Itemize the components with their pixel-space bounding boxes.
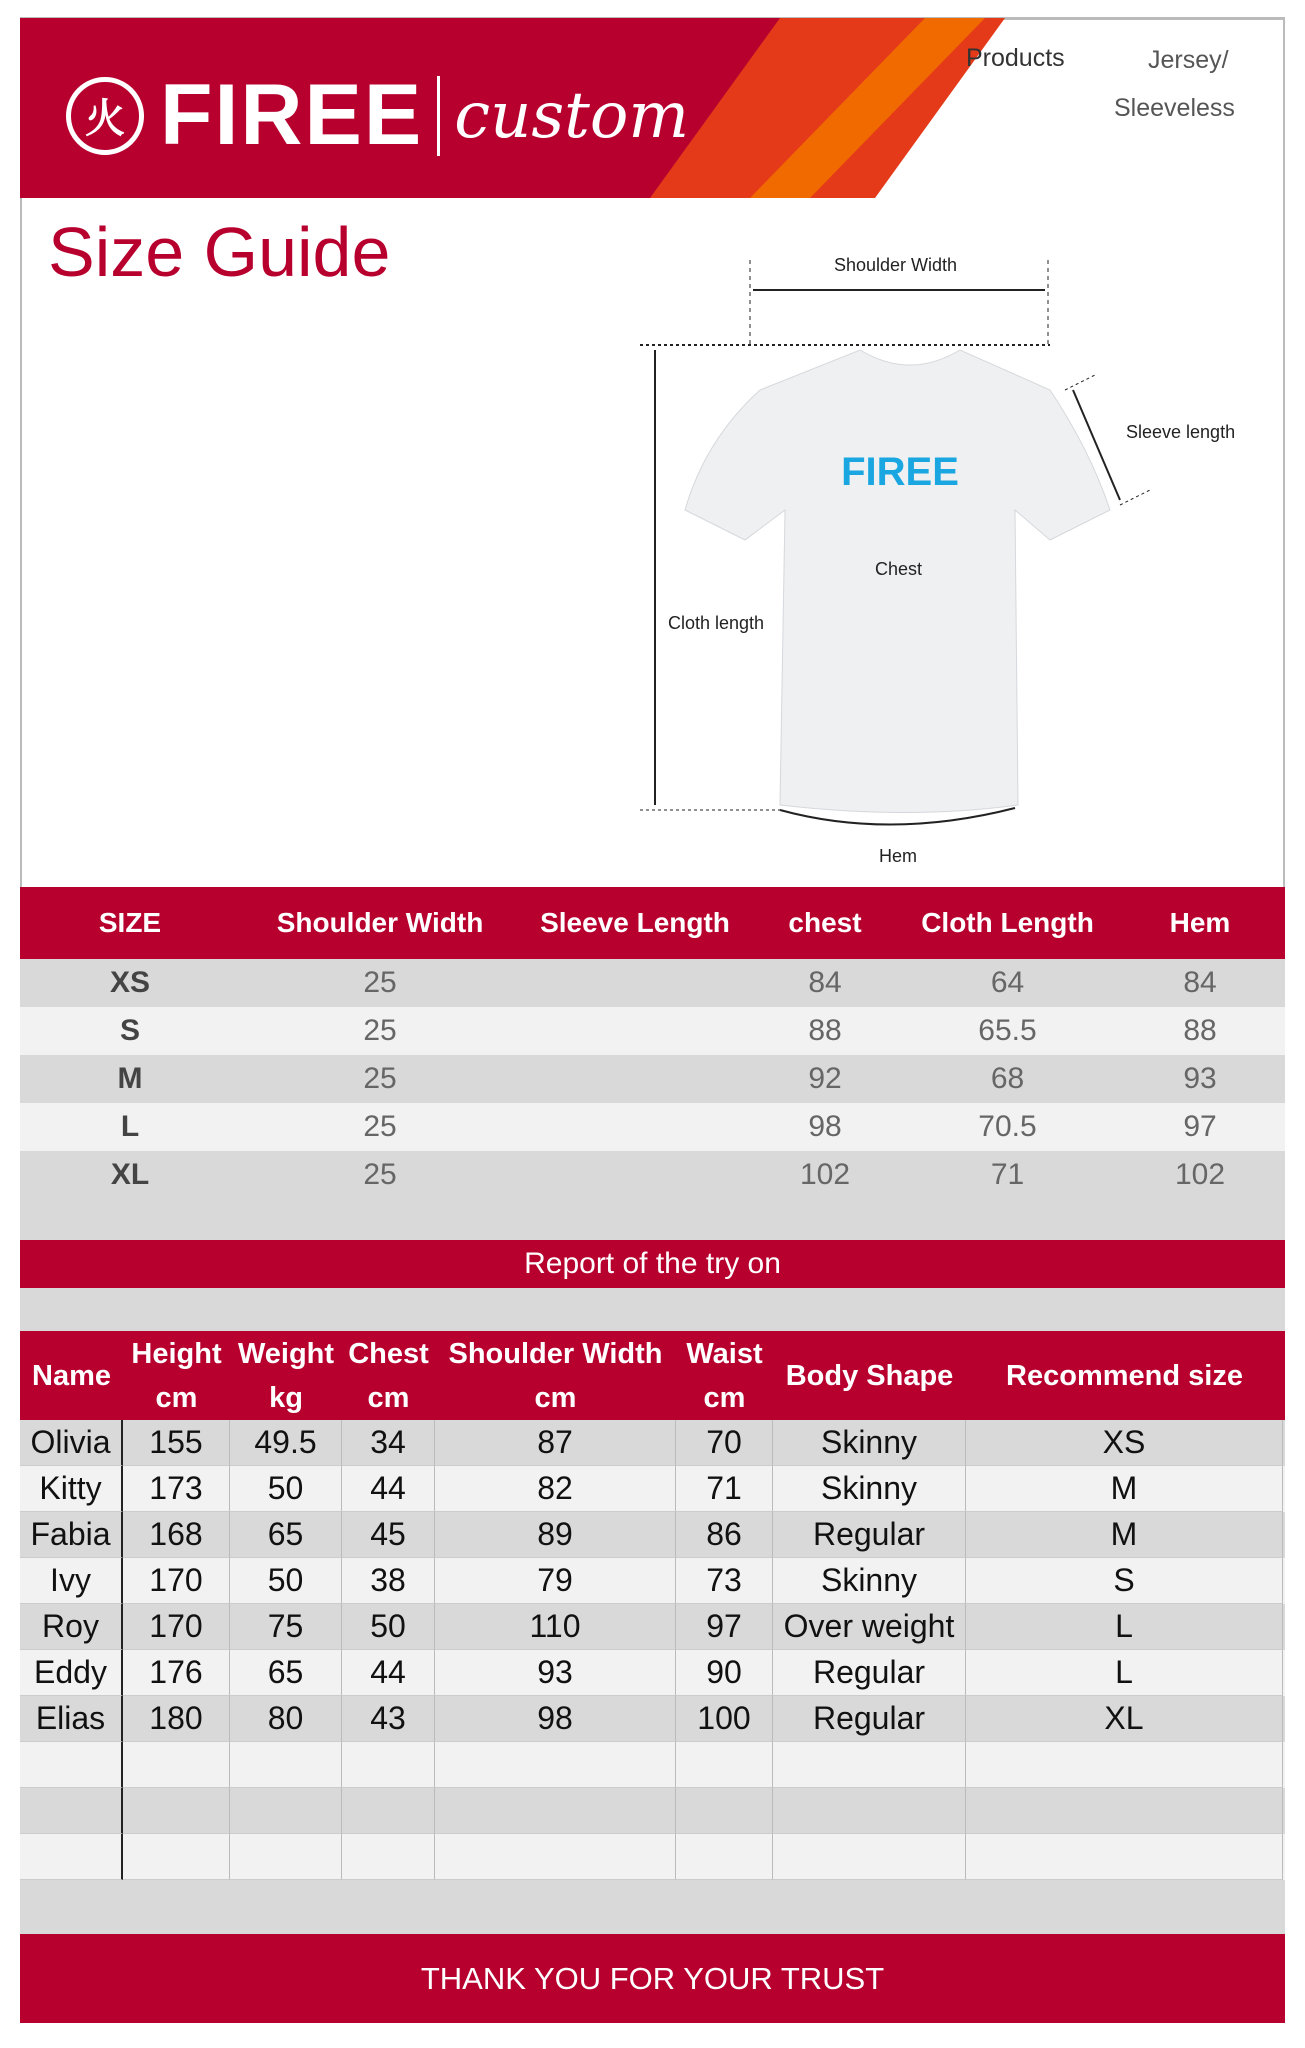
shirt-print: FIREE	[841, 450, 959, 494]
tryon-cell: Olivia	[20, 1420, 123, 1466]
tryon-row	[20, 1558, 1285, 1604]
size-row	[20, 1103, 1285, 1151]
size-cell: 25	[363, 1062, 397, 1095]
tryon-cell: 155	[123, 1420, 230, 1466]
size-table	[20, 887, 1285, 1199]
tryon-cell: 34	[342, 1420, 435, 1466]
tryon-cell: 168	[123, 1512, 230, 1558]
nav-products[interactable]: Products	[966, 44, 1065, 72]
tryon-cell: XL	[966, 1696, 1283, 1742]
size-row	[20, 1055, 1285, 1103]
tryon-cell: 44	[342, 1650, 435, 1696]
tryon-cell	[435, 1788, 676, 1834]
size-col-header: Hem	[1169, 907, 1231, 938]
tryon-cell	[773, 1788, 966, 1834]
size-cell: 25	[363, 1110, 397, 1143]
header-label: Name	[32, 1359, 111, 1392]
header-unit: cm	[367, 1381, 410, 1414]
tryon-cell	[20, 1742, 123, 1788]
tryon-cell: 80	[230, 1696, 342, 1742]
tryon-row	[20, 1788, 1285, 1834]
tryon-cell: XS	[966, 1420, 1283, 1466]
tryon-cell: Regular	[773, 1512, 966, 1558]
label-chest: Chest	[875, 559, 923, 579]
tryon-cell	[123, 1742, 230, 1788]
tryon-cell	[20, 1834, 123, 1880]
tryon-cell: 93	[435, 1650, 676, 1696]
tryon-cell: Skinny	[773, 1420, 966, 1466]
size-cell: 25	[363, 1158, 397, 1191]
size-cell: 70.5	[978, 1110, 1037, 1143]
tryon-row	[20, 1834, 1285, 1880]
tryon-col-header	[20, 1331, 123, 1420]
label-shoulder-width: Shoulder Width	[834, 255, 958, 275]
tryon-cell: 44	[342, 1466, 435, 1512]
tryon-cell: 43	[342, 1696, 435, 1742]
tryon-cell: Kitty	[20, 1466, 123, 1512]
tryon-col-header	[966, 1331, 1283, 1420]
tryon-cell: Skinny	[773, 1558, 966, 1604]
tryon-cell	[342, 1742, 435, 1788]
tryon-col-header	[435, 1331, 676, 1420]
tryon-cell: 170	[123, 1558, 230, 1604]
brand-script: custom	[454, 78, 690, 153]
tryon-cell	[676, 1742, 773, 1788]
size-cell: 102	[799, 1158, 851, 1191]
tryon-cell	[966, 1834, 1283, 1880]
tryon-cell: 75	[230, 1604, 342, 1650]
tryon-cell: 70	[676, 1420, 773, 1466]
tryon-cell	[966, 1788, 1283, 1834]
footer-banner: THANK YOU FOR YOUR TRUST	[20, 1934, 1285, 2023]
tryon-row	[20, 1696, 1285, 1742]
size-cell: 68	[990, 1062, 1025, 1095]
size-table-header	[20, 887, 1285, 959]
size-cell: S	[119, 1014, 140, 1047]
tryon-cell: M	[966, 1466, 1283, 1512]
tryon-cell	[342, 1834, 435, 1880]
size-cell: 65.5	[978, 1014, 1037, 1047]
tryon-col-header	[676, 1331, 773, 1420]
size-cell: XL	[110, 1158, 150, 1191]
tryon-cell: 90	[676, 1650, 773, 1696]
size-row	[20, 1151, 1285, 1199]
brand-name: FIREE	[160, 67, 424, 163]
header-label: Chest	[348, 1337, 429, 1370]
tryon-cell	[230, 1788, 342, 1834]
size-cell: 102	[1174, 1158, 1226, 1191]
tryon-row	[20, 1650, 1285, 1696]
header-label: Body Shape	[785, 1359, 954, 1392]
tryon-cell	[773, 1742, 966, 1788]
tryon-cell: 180	[123, 1696, 230, 1742]
tryon-cell: 38	[342, 1558, 435, 1604]
tryon-cell: 73	[676, 1558, 773, 1604]
page-title: Size Guide	[48, 213, 391, 291]
tryon-cell: Regular	[773, 1696, 966, 1742]
tryon-cell	[966, 1742, 1283, 1788]
tryon-cell: 170	[123, 1604, 230, 1650]
size-cell: L	[120, 1110, 140, 1143]
tryon-cell	[230, 1742, 342, 1788]
tryon-cell: Regular	[773, 1650, 966, 1696]
header-label: Recommend size	[1006, 1359, 1243, 1392]
tryon-col-header	[773, 1331, 966, 1420]
tryon-cell: 49.5	[230, 1420, 342, 1466]
size-cell: 84	[1183, 966, 1217, 999]
tryon-cell: Fabia	[20, 1512, 123, 1558]
tryon-cell: 50	[230, 1558, 342, 1604]
tryon-table-header	[20, 1331, 1285, 1420]
tryon-cell: Skinny	[773, 1466, 966, 1512]
size-cell: 88	[1183, 1014, 1217, 1047]
tryon-cell: 110	[435, 1604, 676, 1650]
size-cell: 93	[1183, 1062, 1217, 1095]
tryon-col-header	[230, 1331, 342, 1420]
tryon-cell: 98	[435, 1696, 676, 1742]
size-col-header: Sleeve Length	[540, 907, 730, 938]
report-title: Report of the try on	[20, 1240, 1285, 1288]
tryon-cell	[435, 1834, 676, 1880]
tryon-cell: 71	[676, 1466, 773, 1512]
tryon-cell: 100	[676, 1696, 773, 1742]
tryon-cell: Over weight	[773, 1604, 966, 1650]
size-col-header: Shoulder Width	[276, 907, 484, 938]
size-cell: 88	[808, 1014, 842, 1047]
tryon-cell: Eddy	[20, 1650, 123, 1696]
size-cell: 25	[363, 966, 397, 999]
tryon-cell	[676, 1788, 773, 1834]
tryon-cell: 50	[342, 1604, 435, 1650]
size-cell: 25	[363, 1014, 397, 1047]
header-unit: cm	[155, 1381, 198, 1414]
tryon-cell: 97	[676, 1604, 773, 1650]
tryon-cell	[435, 1742, 676, 1788]
tryon-cell	[123, 1788, 230, 1834]
label-sleeve-length: Sleeve length	[1126, 422, 1236, 442]
header-banner	[20, 18, 1285, 198]
size-cell: 98	[808, 1110, 842, 1143]
tryon-cell	[230, 1834, 342, 1880]
firee-logo	[66, 66, 689, 165]
label-cloth-length: Cloth length	[668, 613, 765, 633]
header-label: Shoulder Width	[448, 1337, 663, 1370]
header-label: Height	[131, 1337, 222, 1370]
tryon-cell: M	[966, 1512, 1283, 1558]
size-cell: 64	[990, 966, 1025, 999]
tryon-col-header	[123, 1331, 230, 1420]
tryon-cell: 173	[123, 1466, 230, 1512]
size-col-header: Cloth Length	[921, 907, 1094, 938]
size-cell: 97	[1183, 1110, 1217, 1143]
tryon-cell: 65	[230, 1512, 342, 1558]
size-cell: XS	[109, 966, 151, 999]
header-label: Waist	[686, 1337, 763, 1370]
tryon-cell	[773, 1834, 966, 1880]
size-col-header: SIZE	[98, 907, 162, 938]
size-cell: M	[117, 1062, 143, 1095]
header-unit: cm	[534, 1381, 577, 1414]
tryon-cell: L	[966, 1650, 1283, 1696]
size-row	[20, 1007, 1285, 1055]
tryon-cell: Elias	[20, 1696, 123, 1742]
tryon-cell: 65	[230, 1650, 342, 1696]
tryon-cell	[342, 1788, 435, 1834]
tryon-cell: 87	[435, 1420, 676, 1466]
size-cell: 71	[990, 1158, 1025, 1191]
size-cell: 92	[808, 1062, 842, 1095]
tryon-cell: L	[966, 1604, 1283, 1650]
header-label: Weight	[237, 1337, 335, 1370]
tryon-cell: S	[966, 1558, 1283, 1604]
tryon-cell: Roy	[20, 1604, 123, 1650]
tryon-row	[20, 1512, 1285, 1558]
size-col-header: chest	[788, 907, 862, 938]
tshirt-diagram	[630, 250, 1270, 850]
tryon-row	[20, 1420, 1285, 1466]
size-row	[20, 959, 1285, 1007]
tryon-cell: 82	[435, 1466, 676, 1512]
tryon-cell	[20, 1788, 123, 1834]
tryon-cell: 176	[123, 1650, 230, 1696]
nav-jersey[interactable]: Jersey/	[1148, 46, 1229, 74]
tryon-col-header	[342, 1331, 435, 1420]
tryon-cell	[123, 1834, 230, 1880]
tryon-table	[20, 1331, 1285, 1880]
header-unit: cm	[703, 1381, 746, 1414]
tryon-cell	[676, 1834, 773, 1880]
tryon-cell: 86	[676, 1512, 773, 1558]
header-unit: kg	[269, 1381, 303, 1414]
size-cell: 84	[808, 966, 842, 999]
tryon-row	[20, 1742, 1285, 1788]
nav-sleeveless[interactable]: Sleeveless	[1114, 94, 1235, 122]
tryon-row	[20, 1604, 1285, 1650]
tryon-cell: 79	[435, 1558, 676, 1604]
tryon-cell: Ivy	[20, 1558, 123, 1604]
tryon-cell: 45	[342, 1512, 435, 1558]
label-hem: Hem	[879, 846, 918, 866]
tryon-cell: 50	[230, 1466, 342, 1512]
fire-icon: 火	[66, 77, 144, 155]
tryon-cell: 89	[435, 1512, 676, 1558]
tryon-row	[20, 1466, 1285, 1512]
